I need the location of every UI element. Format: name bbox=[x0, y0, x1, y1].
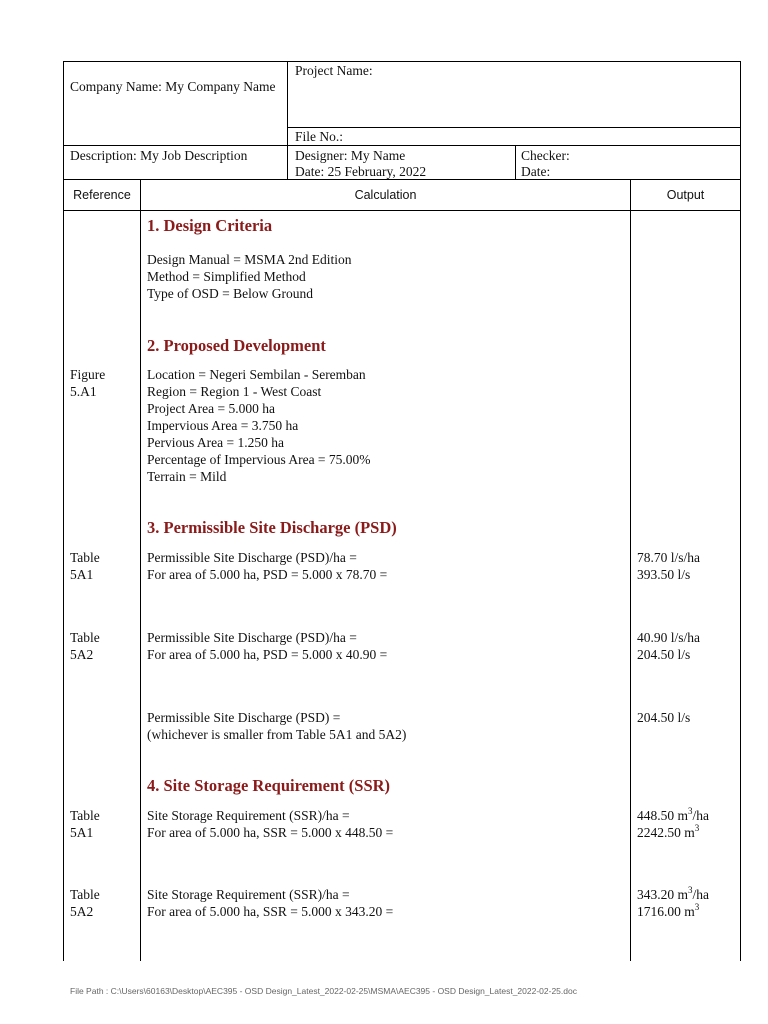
calc-line: (whichever is smaller from Table 5A1 and 5A2) bbox=[147, 727, 407, 742]
calc-line: Terrain = Mild bbox=[147, 469, 227, 484]
section-title-design-criteria: 1. Design Criteria bbox=[147, 216, 273, 235]
section-title-ssr: 4. Site Storage Requirement (SSR) bbox=[147, 776, 391, 795]
calc-line: Region = Region 1 - West Coast bbox=[147, 384, 322, 399]
output-value: 1716.00 $m^3$ bbox=[637, 901, 700, 919]
reference-text: Table bbox=[70, 808, 100, 823]
company-name: Company Name: My Company Name bbox=[70, 79, 276, 94]
project-name: Project Name: bbox=[295, 63, 373, 78]
output-value: 2242.50 $m^3$ bbox=[637, 822, 700, 840]
job-description: Description: My Job Description bbox=[70, 148, 248, 163]
reference-cell bbox=[70, 630, 100, 664]
calc-line: Pervious Area = 1.250 ha bbox=[147, 435, 284, 450]
column-header-output: Output bbox=[666, 188, 705, 202]
file-number: File No.: bbox=[295, 129, 344, 144]
calc-line: Permissible Site Discharge (PSD)/ha = bbox=[147, 550, 357, 565]
calc-line: Percentage of Impervious Area = 75.00% bbox=[147, 452, 371, 467]
section-title-psd: 3. Permissible Site Discharge (PSD) bbox=[147, 518, 397, 537]
calc-line: Site Storage Requirement (SSR)/ha = bbox=[147, 887, 350, 902]
calc-line: For area of 5.000 ha, SSR = 5.000 x 343.20 = bbox=[147, 904, 394, 919]
column-header-reference: Reference bbox=[73, 188, 131, 202]
column-header-calculation: Calculation bbox=[354, 188, 417, 202]
calc-line: For area of 5.000 ha, PSD = 5.000 x 40.90 = bbox=[147, 647, 388, 662]
reference-cell bbox=[70, 808, 100, 842]
section-title-proposed-development: 2. Proposed Development bbox=[147, 336, 326, 355]
ssr-table-5a1-lines bbox=[147, 808, 393, 842]
output-value: 204.50 l/s bbox=[637, 710, 691, 725]
output-value: 204.50 l/s bbox=[637, 647, 691, 662]
calc-line: For area of 5.000 ha, PSD = 5.000 x 78.70 = bbox=[147, 567, 388, 582]
psd-table-5a1-lines bbox=[147, 550, 387, 584]
output-cell bbox=[637, 710, 690, 727]
reference-text: 5.A1 bbox=[70, 384, 97, 399]
reference-text: 5A2 bbox=[70, 647, 94, 662]
calc-line: Project Area = 5.000 ha bbox=[147, 401, 275, 416]
design-criteria-lines bbox=[147, 252, 352, 303]
calc-line: Site Storage Requirement (SSR)/ha = bbox=[147, 808, 350, 823]
reference-text: 5A2 bbox=[70, 904, 94, 919]
reference-cell bbox=[70, 887, 100, 921]
psd-final-lines bbox=[147, 710, 406, 744]
reference-cell bbox=[70, 367, 105, 401]
psd-table-5a2-lines bbox=[147, 630, 387, 664]
output-cell bbox=[637, 630, 700, 664]
reference-text: Table bbox=[70, 887, 100, 902]
reference-text: Table bbox=[70, 550, 100, 565]
output-value: 393.50 l/s bbox=[637, 567, 691, 582]
reference-text: 5A1 bbox=[70, 567, 94, 582]
output-cell bbox=[637, 550, 700, 584]
reference-cell bbox=[70, 550, 100, 584]
proposed-development-lines bbox=[147, 367, 371, 486]
output-value: 343.20 $m^3/ha$ bbox=[637, 884, 710, 902]
checker-date: Date: bbox=[521, 164, 551, 179]
calc-line: Type of OSD = Below Ground bbox=[147, 286, 314, 301]
checker: Checker: bbox=[521, 148, 570, 163]
output-value: 448.50 $m^3/ha$ bbox=[637, 805, 710, 823]
calc-line: Permissible Site Discharge (PSD) = bbox=[147, 710, 341, 725]
output-cell bbox=[637, 884, 710, 921]
calc-line: Permissible Site Discharge (PSD)/ha = bbox=[147, 630, 357, 645]
reference-text: Figure bbox=[70, 367, 106, 382]
reference-text: 5A1 bbox=[70, 825, 94, 840]
designer: Designer: My Name bbox=[295, 148, 406, 163]
calc-line: Location = Negeri Sembilan - Seremban bbox=[147, 367, 366, 382]
design-date: Date: 25 February, 2022 bbox=[295, 164, 427, 179]
file-path-footer: File Path : C:\Users\60163\Desktop\AEC395 - OSD Design_Latest_2022-02-25\MSMA\AEC395 - OSD Design_Latest_2022-02-25.doc bbox=[70, 986, 577, 996]
calc-line: Design Manual = MSMA 2nd Edition bbox=[147, 252, 352, 267]
calc-line: Impervious Area = 3.750 ha bbox=[147, 418, 299, 433]
output-cell bbox=[637, 805, 710, 842]
output-value: 40.90 l/s/ha bbox=[637, 630, 700, 645]
output-value: 78.70 l/s/ha bbox=[637, 550, 700, 565]
calc-line: Method = Simplified Method bbox=[147, 269, 306, 284]
calc-line: For area of 5.000 ha, SSR = 5.000 x 448.50 = bbox=[147, 825, 394, 840]
reference-text: Table bbox=[70, 630, 100, 645]
ssr-table-5a2-lines bbox=[147, 887, 393, 921]
